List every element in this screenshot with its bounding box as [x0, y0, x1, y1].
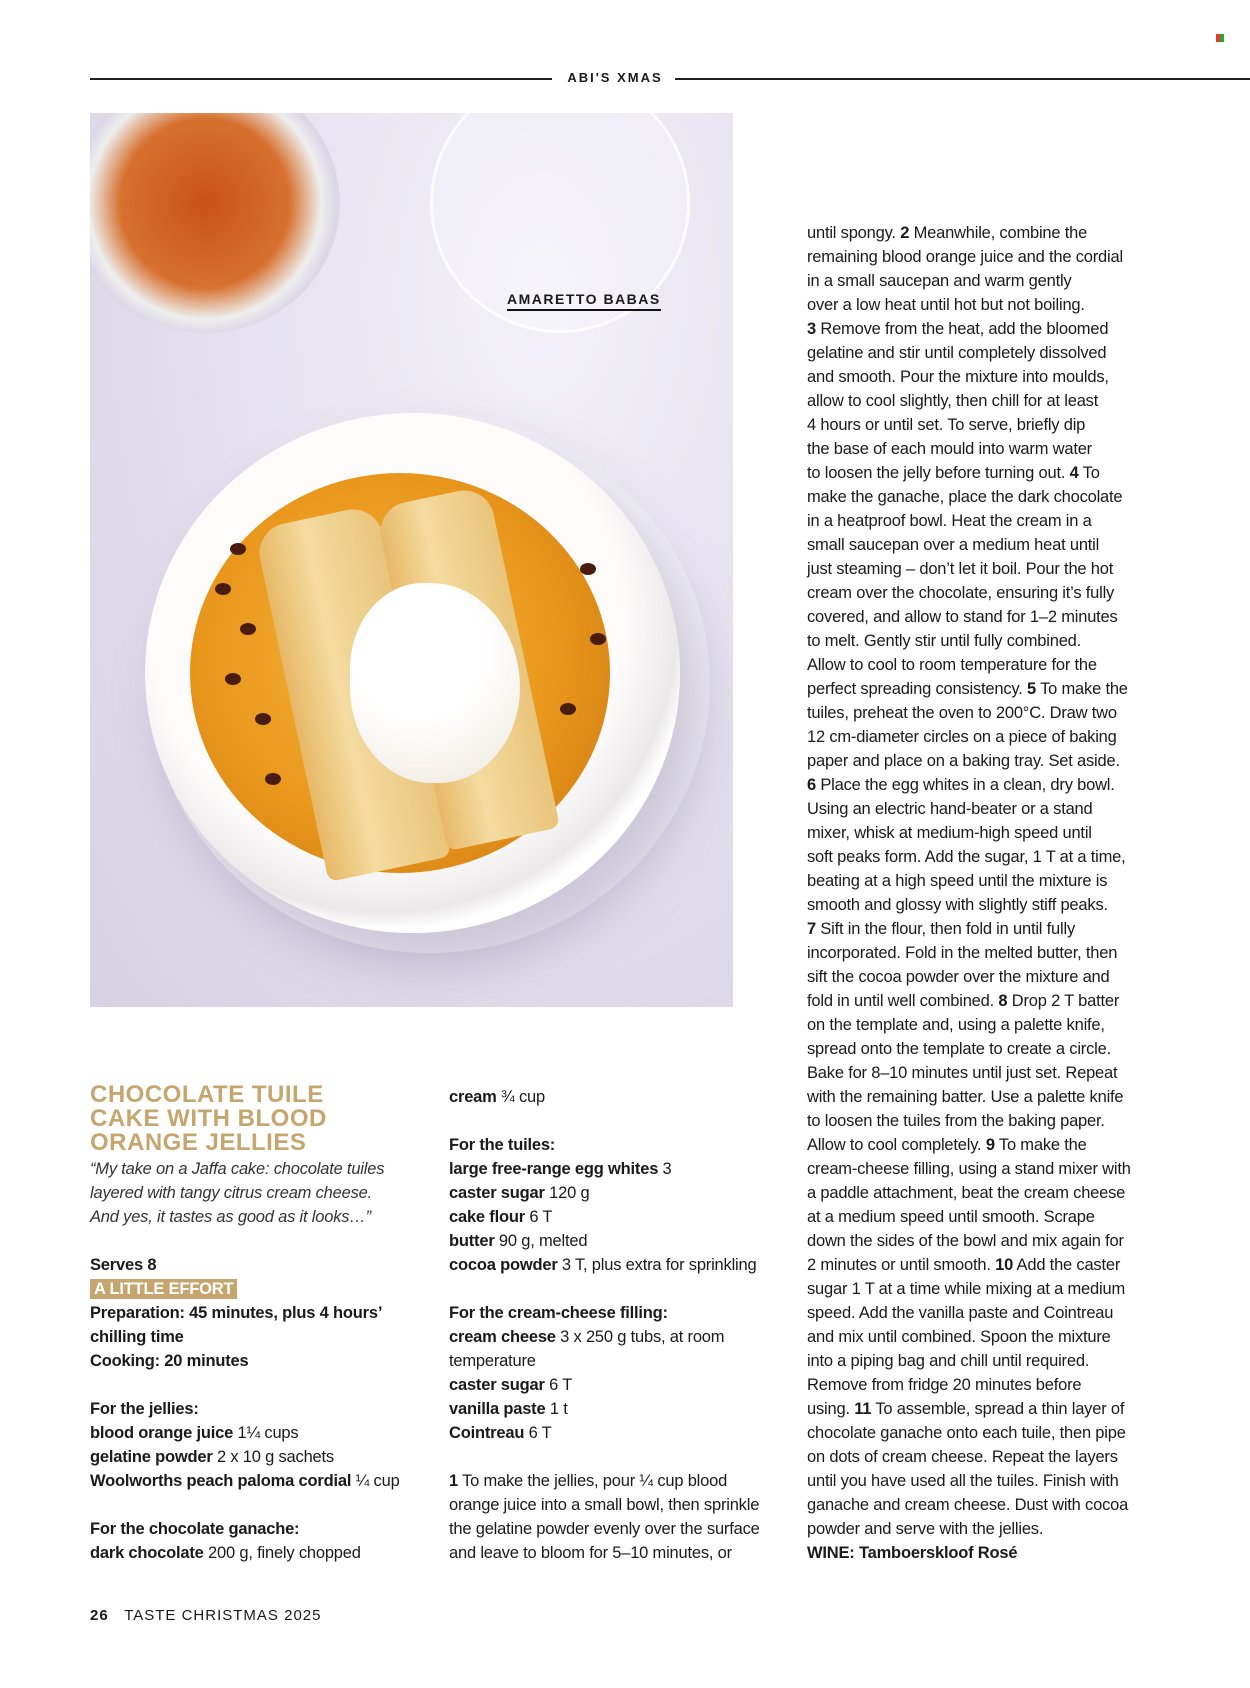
method-line: gelatine and stir until completely dissolved	[807, 344, 1107, 362]
title-line: CHOCOLATE TUILE	[90, 1081, 324, 1108]
dish-photo	[90, 113, 733, 1007]
step-number: 9	[985, 1136, 995, 1154]
page-footer	[90, 1607, 321, 1624]
method-line: 1 To make the jellies, pour ¼ cup blood	[449, 1472, 728, 1490]
method-line: small saucepan over a medium heat until	[807, 536, 1100, 554]
method-line: using. 11 To assemble, spread a thin layer of	[807, 1400, 1125, 1418]
method-line: fold in until well combined. 8 Drop 2 T batter	[807, 992, 1120, 1010]
ingredient: caster sugar 120 g	[449, 1184, 590, 1202]
ingredient-heading: For the tuiles:	[449, 1136, 556, 1154]
method-line: down the sides of the bowl and mix again for	[807, 1232, 1124, 1250]
ingredient: large free-range egg whites 3	[449, 1160, 672, 1178]
method-line: until you have used all the tuiles. Finish with	[807, 1472, 1119, 1490]
method-line: smooth and glossy with slightly stiff peaks.	[807, 896, 1108, 914]
step-number: 1	[449, 1472, 458, 1490]
method-line: the gelatine powder evenly over the surface	[449, 1520, 760, 1538]
ingredient: temperature	[449, 1352, 536, 1370]
method-line: 6 Place the egg whites in a clean, dry bowl.	[807, 776, 1115, 794]
ingredient-heading: For the cream-cheese filling:	[449, 1304, 668, 1322]
method-line: on dots of cream cheese. Repeat the layers	[807, 1448, 1118, 1466]
corner-mark	[1216, 34, 1224, 42]
method-line: a paddle attachment, beat the cream cheese	[807, 1184, 1126, 1202]
method-line: remaining blood orange juice and the cordial	[807, 248, 1123, 266]
recipe-title	[90, 1083, 410, 1155]
step-number: 10	[995, 1256, 1014, 1274]
ingredient: vanilla paste 1 t	[449, 1400, 568, 1418]
header-rule-right	[675, 78, 1250, 80]
method-line: and mix until combined. Spoon the mixture	[807, 1328, 1111, 1346]
header-rule-left	[90, 78, 552, 80]
serves: Serves 8	[90, 1256, 157, 1274]
method-line: in a small saucepan and warm gently	[807, 272, 1072, 290]
method-line: over a low heat until hot but not boiling.	[807, 296, 1085, 314]
title-line: CAKE WITH BLOOD	[90, 1105, 327, 1132]
method-line: Using an electric hand-beater or a stand	[807, 800, 1093, 818]
cooking-time: Cooking: 20 minutes	[90, 1352, 249, 1370]
method-line: the base of each mould into warm water	[807, 440, 1092, 458]
method-line: Allow to cool to room temperature for the	[807, 656, 1097, 674]
step-number: 11	[854, 1400, 872, 1418]
step-number: 5	[1027, 680, 1037, 698]
page-number: 26	[90, 1607, 109, 1624]
method-line: Remove from fridge 20 minutes before	[807, 1376, 1082, 1394]
wine-pairing: WINE: Tamboerskloof Rosé	[807, 1544, 1018, 1562]
method-line: into a piping bag and chill until required.	[807, 1352, 1090, 1370]
step-number: 4	[1069, 464, 1079, 482]
method-line: until spongy. 2 Meanwhile, combine the	[807, 224, 1088, 242]
method-line: allow to cool slightly, then chill for at least	[807, 392, 1099, 410]
method-line: 7 Sift in the flour, then fold in until fully	[807, 920, 1076, 938]
effort-badge: A LITTLE EFFORT	[90, 1279, 237, 1299]
method-line: to melt. Gently stir until fully combined.	[807, 632, 1082, 650]
ingredient: Woolworths peach paloma cordial ¼ cup	[90, 1472, 400, 1490]
method-line: with the remaining batter. Use a palette knife	[807, 1088, 1124, 1106]
method-line: 12 cm-diameter circles on a piece of baking	[807, 728, 1117, 746]
photo-caption: AMARETTO BABAS	[507, 291, 661, 311]
ingredient: gelatine powder 2 x 10 g sachets	[90, 1448, 334, 1466]
intro-line: “My take on a Jaffa cake: chocolate tuiles	[90, 1160, 385, 1178]
ingredient: cream cheese 3 x 250 g tubs, at room	[449, 1328, 725, 1346]
title-line: ORANGE JELLIES	[90, 1129, 307, 1156]
method-line: powder and serve with the jellies.	[807, 1520, 1044, 1538]
method-line: Allow to cool completely. 9 To make the	[807, 1136, 1087, 1154]
prep-time: Preparation: 45 minutes, plus 4 hours’	[90, 1304, 383, 1322]
method-column	[807, 221, 1131, 1565]
method-line: on the template and, using a palette knife,	[807, 1016, 1105, 1034]
method-line: Bake for 8–10 minutes until just set. Repeat	[807, 1064, 1118, 1082]
method-line: ganache and cream cheese. Dust with cocoa	[807, 1496, 1129, 1514]
ingredient: Cointreau 6 T	[449, 1424, 552, 1442]
method-line: at a medium speed until smooth. Scrape	[807, 1208, 1095, 1226]
method-line: 3 Remove from the heat, add the bloomed	[807, 320, 1109, 338]
step-number: 2	[900, 224, 910, 242]
section-header: ABI'S XMAS	[567, 70, 663, 85]
ingredient: cake flour 6 T	[449, 1208, 553, 1226]
method-line: soft peaks form. Add the sugar, 1 T at a time,	[807, 848, 1126, 866]
ingredient: butter 90 g, melted	[449, 1232, 588, 1250]
method-line: make the ganache, place the dark chocolate	[807, 488, 1123, 506]
method-line: covered, and allow to stand for 1–2 minutes	[807, 608, 1118, 626]
step-number: 3	[807, 320, 816, 338]
method-line: 2 minutes or until smooth. 10 Add the caster	[807, 1256, 1121, 1274]
method-line: and smooth. Pour the mixture into moulds,	[807, 368, 1109, 386]
method-line: to loosen the tuiles from the baking paper.	[807, 1112, 1105, 1130]
ingredient: cream ¾ cup	[449, 1088, 545, 1106]
method-line: orange juice into a small bowl, then sprinkle	[449, 1496, 760, 1514]
intro-line: And yes, it tastes as good as it looks…”	[90, 1208, 371, 1226]
method-line: speed. Add the vanilla paste and Cointreau	[807, 1304, 1114, 1322]
ingredients-column	[449, 1085, 760, 1565]
method-line: cream over the chocolate, ensuring it’s fully	[807, 584, 1115, 602]
method-line: chocolate ganache onto each tuile, then pipe	[807, 1424, 1126, 1442]
method-line: paper and place on a baking tray. Set aside.	[807, 752, 1120, 770]
method-line: cream-cheese filling, using a stand mixer with	[807, 1160, 1131, 1178]
method-line: in a heatproof bowl. Heat the cream in a	[807, 512, 1092, 530]
method-line: just steaming – don’t let it boil. Pour the hot	[807, 560, 1114, 578]
step-number: 8	[998, 992, 1008, 1010]
method-line: sift the cocoa powder over the mixture and	[807, 968, 1110, 986]
method-line: and leave to bloom for 5–10 minutes, or	[449, 1544, 732, 1562]
method-line: 4 hours or until set. To serve, briefly dip	[807, 416, 1086, 434]
prep-time: chilling time	[90, 1328, 184, 1346]
method-line: incorporated. Fold in the melted butter, then	[807, 944, 1118, 962]
ingredient-heading: For the jellies:	[90, 1400, 199, 1418]
recipe-info-column	[90, 1157, 400, 1565]
method-line: mixer, whisk at medium-high speed until	[807, 824, 1092, 842]
ingredient: caster sugar 6 T	[449, 1376, 573, 1394]
ingredient: cocoa powder 3 T, plus extra for sprinkling	[449, 1256, 757, 1274]
method-line: spread onto the template to create a circle.	[807, 1040, 1111, 1058]
ingredient: blood orange juice 1¼ cups	[90, 1424, 299, 1442]
method-line: to loosen the jelly before turning out. 4 To	[807, 464, 1100, 482]
publication-name: TASTE CHRISTMAS 2025	[124, 1607, 322, 1624]
step-number: 6	[807, 776, 816, 794]
method-line: perfect spreading consistency. 5 To make the	[807, 680, 1128, 698]
intro-line: layered with tangy citrus cream cheese.	[90, 1184, 372, 1202]
jelly-glass	[90, 113, 340, 333]
ingredient: dark chocolate 200 g, finely chopped	[90, 1544, 361, 1562]
step-number: 7	[807, 920, 816, 938]
method-line: sugar 1 T at a time while mixing at a medium	[807, 1280, 1125, 1298]
method-line: tuiles, preheat the oven to 200°C. Draw two	[807, 704, 1117, 722]
ingredient-heading: For the chocolate ganache:	[90, 1520, 300, 1538]
method-line: beating at a high speed until the mixture is	[807, 872, 1108, 890]
